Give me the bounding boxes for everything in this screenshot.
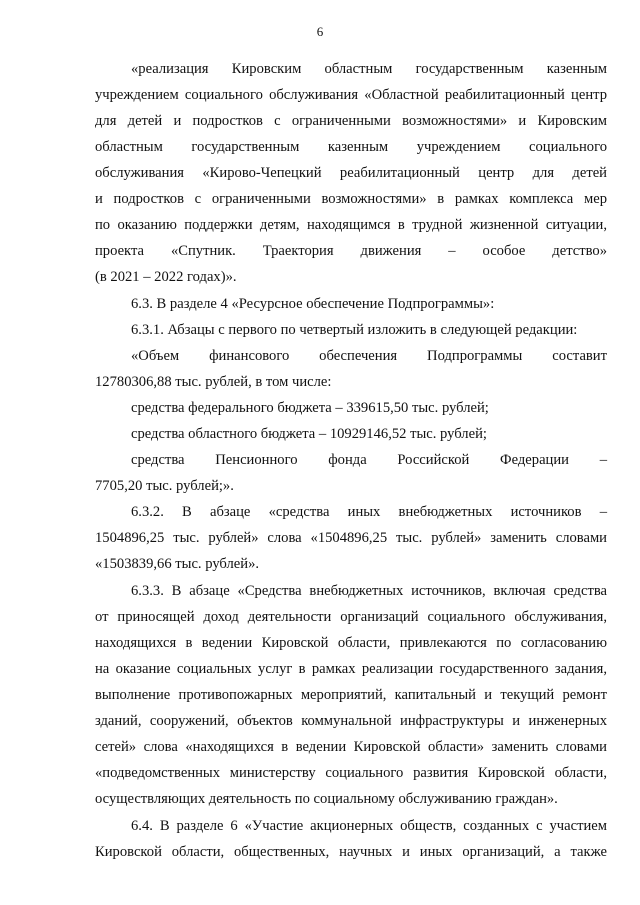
text-line: 1504896,25 тыс. рублей» слова «1504896,25 тыс. рублей» заменить словами: [95, 530, 607, 546]
text-line: Кировской области, общественных, научных и иных организаций, а также: [95, 844, 607, 860]
text-line: сетей» слова «находящихся в ведении Кировской области» заменить словами: [95, 739, 607, 755]
text-line: 6.4. В разделе 6 «Участие акционерных обществ, созданных с участием: [131, 818, 607, 834]
text-line: осуществляющих деятельность по социальному обслуживанию граждан».: [95, 791, 558, 807]
text-line: «Объем финансового обеспечения Подпрограммы составит: [131, 348, 607, 364]
text-line: «1503839,66 тыс. рублей».: [95, 556, 260, 572]
text-line: 7705,20 тыс. рублей;».: [95, 478, 234, 494]
page-number: 6: [316, 24, 324, 39]
text-line: средства Пенсионного фонда Российской Федерации –: [131, 452, 607, 468]
text-line: обслуживания «Кирово-Чепецкий реабилитационный центр для детей: [95, 165, 607, 181]
text-line: 6.3.3. В абзаце «Средства внебюджетных источников, включая средства: [131, 583, 607, 599]
text-line: и подростков с ограниченными возможностями» в рамках комплекса мер: [95, 191, 607, 207]
text-line: на оказание социальных услуг в рамках реализации государственного задания,: [95, 661, 607, 677]
text-line: (в 2021 – 2022 годах)».: [95, 269, 237, 285]
text-line: от приносящей доход деятельности организаций социального обслуживания,: [95, 609, 607, 625]
text-line: по оказанию поддержки детям, находящимся в трудной жизненной ситуации,: [95, 217, 607, 233]
text-line: «подведомственных министерству социального развития Кировской области,: [95, 765, 607, 781]
text-line: областным государственным казенным учреждением социального: [95, 139, 607, 155]
text-line: учреждением социального обслуживания «Областной реабилитационный центр: [95, 87, 607, 103]
text-line: «реализация Кировским областным государственным казенным: [131, 61, 607, 77]
text-line: 6.3. В разделе 4 «Ресурсное обеспечение Подпрограммы»:: [131, 296, 495, 312]
text-line: проекта «Спутник. Траектория движения – особое детство»: [95, 243, 607, 259]
text-line: средства федерального бюджета – 339615,50 тыс. рублей;: [131, 400, 489, 416]
text-line: 6.3.2. В абзаце «средства иных внебюджетных источников –: [131, 504, 607, 520]
text-line: зданий, сооружений, объектов коммунальной инфраструктуры и инженерных: [95, 713, 607, 729]
text-line: выполнение противопожарных мероприятий, капитальный и текущий ремонт: [95, 687, 607, 703]
text-line: 6.3.1. Абзацы с первого по четвертый изложить в следующей редакции:: [131, 322, 578, 338]
text-line: для детей и подростков с ограниченными возможностями» и Кировским: [95, 113, 607, 129]
text-line: находящихся в ведении Кировской области, привлекаются по согласованию: [95, 635, 607, 651]
text-line: 12780306,88 тыс. рублей, в том числе:: [95, 374, 332, 390]
text-line: средства областного бюджета – 10929146,52 тыс. рублей;: [131, 426, 487, 442]
